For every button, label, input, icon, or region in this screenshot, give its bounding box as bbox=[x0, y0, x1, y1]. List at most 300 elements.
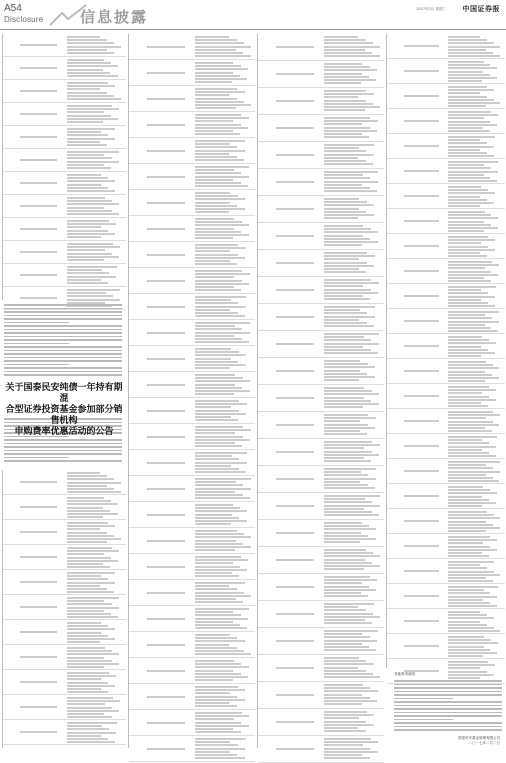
text-line bbox=[195, 676, 248, 678]
table-row bbox=[3, 103, 126, 126]
text-line bbox=[67, 256, 119, 258]
table-row bbox=[258, 628, 384, 655]
table-row bbox=[387, 409, 505, 434]
text-line bbox=[448, 39, 487, 41]
text-line bbox=[67, 184, 101, 186]
text-line bbox=[324, 201, 367, 203]
text-line bbox=[448, 521, 486, 523]
row-text-block bbox=[195, 374, 252, 396]
text-line bbox=[195, 192, 230, 194]
row-text-block bbox=[195, 686, 252, 708]
text-line bbox=[448, 392, 482, 394]
text-line bbox=[67, 660, 112, 662]
text-line bbox=[394, 712, 502, 714]
text-line bbox=[448, 130, 490, 132]
text-line bbox=[448, 489, 490, 491]
text-line bbox=[67, 62, 111, 64]
text-line bbox=[195, 562, 233, 564]
text-line bbox=[324, 349, 371, 351]
text-line bbox=[67, 213, 119, 215]
text-line bbox=[67, 269, 102, 271]
text-line bbox=[67, 497, 104, 499]
row-name-line bbox=[20, 606, 57, 608]
row-name-line bbox=[404, 70, 439, 72]
text-line bbox=[448, 439, 482, 441]
text-line bbox=[448, 511, 487, 513]
text-line bbox=[195, 686, 238, 688]
text-line bbox=[195, 198, 245, 200]
text-line bbox=[448, 205, 480, 207]
text-line bbox=[324, 268, 359, 270]
text-line bbox=[324, 649, 376, 651]
text-line bbox=[195, 491, 235, 493]
text-line bbox=[195, 644, 229, 646]
text-line bbox=[324, 285, 363, 287]
text-line bbox=[448, 524, 493, 526]
text-line bbox=[67, 259, 104, 261]
table-row bbox=[387, 384, 505, 409]
text-line bbox=[67, 75, 118, 77]
text-line bbox=[195, 276, 234, 278]
row-text-block bbox=[448, 261, 501, 283]
text-line bbox=[324, 319, 359, 321]
text-line bbox=[324, 562, 372, 564]
text-line bbox=[324, 204, 374, 206]
row-name-line bbox=[20, 251, 57, 253]
row-name-line bbox=[404, 370, 439, 372]
text-line bbox=[67, 563, 103, 565]
text-line bbox=[195, 410, 239, 412]
text-line bbox=[324, 144, 374, 146]
text-line bbox=[324, 295, 363, 297]
text-line bbox=[195, 101, 244, 103]
text-line bbox=[324, 643, 362, 645]
row-name-line bbox=[147, 72, 185, 74]
text-line bbox=[324, 163, 373, 165]
text-line bbox=[448, 364, 493, 366]
text-line bbox=[324, 606, 358, 608]
table-row bbox=[258, 115, 384, 142]
row-text-block bbox=[195, 504, 252, 526]
row-name-line bbox=[20, 159, 57, 161]
text-line bbox=[448, 342, 496, 344]
text-line bbox=[195, 702, 229, 704]
row-text-block bbox=[448, 611, 501, 633]
text-line bbox=[195, 647, 237, 649]
text-line bbox=[195, 289, 241, 291]
text-line bbox=[448, 386, 489, 388]
text-line bbox=[195, 52, 243, 54]
text-line bbox=[448, 164, 484, 166]
text-line bbox=[448, 277, 484, 279]
text-line bbox=[324, 252, 367, 254]
text-line bbox=[67, 557, 111, 559]
text-line bbox=[324, 306, 375, 308]
text-line bbox=[195, 429, 251, 431]
text-line bbox=[324, 684, 363, 686]
text-line bbox=[195, 182, 241, 184]
text-line bbox=[448, 171, 498, 173]
row-text-block bbox=[448, 486, 501, 508]
text-line bbox=[195, 205, 237, 207]
text-line bbox=[67, 82, 108, 84]
row-name-line bbox=[404, 495, 439, 497]
section-label-en: Disclosure bbox=[4, 15, 44, 24]
text-line bbox=[448, 474, 486, 476]
text-line bbox=[448, 492, 497, 494]
table-row bbox=[387, 84, 505, 109]
text-line bbox=[67, 697, 113, 699]
text-line bbox=[448, 561, 494, 563]
row-text-block bbox=[67, 243, 122, 262]
table-row bbox=[258, 304, 384, 331]
text-line bbox=[67, 666, 104, 668]
text-line bbox=[67, 488, 114, 490]
text-line bbox=[324, 309, 360, 311]
text-line bbox=[324, 387, 364, 389]
text-line bbox=[195, 514, 232, 516]
text-line bbox=[324, 265, 374, 267]
text-line bbox=[67, 46, 121, 48]
text-line bbox=[448, 461, 500, 463]
text-line bbox=[324, 298, 370, 300]
text-line bbox=[448, 346, 481, 348]
text-line bbox=[448, 96, 487, 98]
text-line bbox=[195, 68, 248, 70]
text-line bbox=[324, 619, 365, 621]
row-text-block bbox=[67, 197, 122, 216]
text-line bbox=[324, 757, 370, 759]
table-row bbox=[129, 606, 255, 632]
row-text-block bbox=[195, 36, 252, 58]
text-line bbox=[67, 230, 108, 232]
row-name-line bbox=[276, 478, 314, 480]
table-row bbox=[129, 86, 255, 112]
text-line bbox=[67, 547, 112, 549]
text-line bbox=[195, 234, 249, 236]
text-line bbox=[324, 414, 368, 416]
text-line bbox=[195, 328, 242, 330]
text-line bbox=[67, 472, 100, 474]
text-line bbox=[324, 646, 369, 648]
text-line bbox=[67, 722, 117, 724]
text-line bbox=[324, 700, 377, 702]
text-line bbox=[195, 660, 234, 662]
notice-title-line: 申购费率优惠活动的公告 bbox=[14, 427, 114, 437]
row-name-line bbox=[276, 505, 314, 507]
text-line bbox=[67, 72, 110, 74]
text-line bbox=[195, 705, 237, 707]
text-line bbox=[4, 311, 122, 313]
text-line bbox=[324, 217, 358, 219]
text-line bbox=[67, 134, 108, 136]
text-line bbox=[195, 640, 245, 642]
table-row bbox=[129, 138, 255, 164]
row-text-block bbox=[448, 386, 501, 408]
text-line bbox=[324, 46, 380, 48]
section-title: 信息披露 bbox=[80, 8, 149, 26]
text-line bbox=[67, 177, 108, 179]
text-line bbox=[448, 239, 495, 241]
text-line bbox=[324, 498, 365, 500]
text-line bbox=[324, 622, 372, 624]
text-line bbox=[324, 352, 378, 354]
text-line bbox=[4, 322, 69, 324]
text-line bbox=[195, 228, 234, 230]
text-line bbox=[448, 305, 495, 307]
text-line bbox=[67, 703, 105, 705]
text-line bbox=[324, 160, 366, 162]
text-line bbox=[324, 481, 360, 483]
text-line bbox=[448, 77, 497, 79]
text-line bbox=[195, 247, 246, 249]
text-line bbox=[67, 635, 108, 637]
text-line bbox=[67, 98, 121, 100]
text-line bbox=[324, 42, 373, 44]
text-line bbox=[195, 296, 246, 298]
row-text-block bbox=[67, 174, 122, 193]
table-row bbox=[129, 710, 255, 736]
text-line bbox=[324, 579, 377, 581]
text-line bbox=[67, 42, 114, 44]
text-line bbox=[67, 738, 108, 740]
text-line bbox=[195, 608, 249, 610]
text-line bbox=[324, 657, 359, 659]
text-line bbox=[195, 650, 244, 652]
text-line bbox=[324, 225, 363, 227]
table-row bbox=[387, 109, 505, 134]
text-line bbox=[448, 486, 483, 488]
row-text-block bbox=[448, 336, 501, 358]
text-line bbox=[195, 744, 238, 746]
row-name-line bbox=[276, 235, 314, 237]
text-line bbox=[67, 157, 112, 159]
text-line bbox=[324, 241, 378, 243]
row-text-block bbox=[195, 114, 252, 136]
text-line bbox=[448, 286, 496, 288]
text-line bbox=[195, 546, 251, 548]
text-line bbox=[448, 614, 487, 616]
text-line bbox=[195, 627, 247, 629]
row-text-block bbox=[195, 738, 252, 760]
text-line bbox=[324, 454, 379, 456]
text-line bbox=[324, 174, 363, 176]
text-line bbox=[67, 582, 115, 584]
text-line bbox=[195, 637, 237, 639]
row-name-line bbox=[20, 297, 57, 299]
row-name-line bbox=[147, 566, 185, 568]
row-text-block bbox=[195, 556, 252, 578]
table-row bbox=[258, 520, 384, 547]
row-text-block bbox=[67, 597, 122, 619]
text-line bbox=[448, 42, 494, 44]
text-line bbox=[195, 55, 251, 57]
table-row bbox=[258, 250, 384, 277]
text-line bbox=[448, 74, 490, 76]
text-line bbox=[67, 510, 110, 512]
table-row bbox=[387, 59, 505, 84]
table-row bbox=[129, 112, 255, 138]
text-line bbox=[448, 55, 500, 57]
row-name-line bbox=[147, 410, 185, 412]
text-line bbox=[67, 279, 101, 281]
notice-title-line: 合型证券投资基金参加部分销售机构 bbox=[5, 405, 123, 426]
text-line bbox=[67, 223, 116, 225]
text-line bbox=[195, 569, 247, 571]
text-line bbox=[448, 227, 498, 229]
text-line bbox=[448, 396, 489, 398]
text-line bbox=[324, 555, 380, 557]
text-line bbox=[67, 276, 116, 278]
text-line bbox=[195, 481, 236, 483]
table-row bbox=[3, 218, 126, 241]
text-line bbox=[195, 237, 233, 239]
row-text-block bbox=[67, 151, 122, 170]
text-line bbox=[67, 685, 115, 687]
text-line bbox=[324, 55, 380, 57]
text-line bbox=[67, 187, 108, 189]
text-line bbox=[324, 238, 370, 240]
text-line bbox=[195, 322, 250, 324]
text-line bbox=[324, 376, 375, 378]
text-line bbox=[195, 143, 230, 145]
notice-title-line: 关于国泰民安纯债一年持有期混 bbox=[5, 383, 123, 404]
row-name-line bbox=[147, 124, 185, 126]
text-line bbox=[448, 630, 500, 632]
row-name-line bbox=[20, 681, 57, 683]
text-line bbox=[195, 436, 243, 438]
table-row bbox=[258, 196, 384, 223]
table-row bbox=[129, 216, 255, 242]
table-row bbox=[258, 385, 384, 412]
row-name-line bbox=[276, 586, 314, 588]
text-line bbox=[195, 250, 230, 252]
text-line bbox=[448, 352, 495, 354]
text-line bbox=[324, 157, 358, 159]
text-line bbox=[448, 155, 494, 157]
table-row bbox=[387, 209, 505, 234]
text-line bbox=[195, 130, 233, 132]
text-line bbox=[448, 296, 495, 298]
text-line bbox=[324, 603, 374, 605]
text-line bbox=[195, 458, 239, 460]
table-row bbox=[387, 134, 505, 159]
text-line bbox=[324, 420, 360, 422]
text-line bbox=[4, 325, 122, 327]
text-line bbox=[324, 741, 378, 743]
text-line bbox=[448, 189, 488, 191]
text-line bbox=[4, 450, 122, 452]
text-line bbox=[324, 379, 359, 381]
text-line bbox=[448, 89, 494, 91]
text-line bbox=[195, 332, 250, 334]
row-name-line bbox=[147, 644, 185, 646]
row-text-block bbox=[67, 622, 122, 644]
row-text-block bbox=[324, 36, 381, 58]
text-line bbox=[324, 69, 377, 71]
text-line bbox=[448, 105, 486, 107]
text-line bbox=[4, 367, 122, 369]
table-row bbox=[129, 398, 255, 424]
text-line bbox=[448, 64, 490, 66]
text-line bbox=[67, 707, 112, 709]
text-line bbox=[448, 102, 500, 104]
signature-date: 二〇一七年二月二日 bbox=[468, 741, 500, 745]
text-line bbox=[324, 738, 371, 740]
text-line bbox=[195, 725, 249, 727]
text-line bbox=[195, 104, 251, 106]
text-line bbox=[195, 722, 241, 724]
row-name-line bbox=[147, 618, 185, 620]
row-name-line bbox=[276, 289, 314, 291]
text-line bbox=[195, 520, 247, 522]
row-text-block bbox=[448, 86, 501, 108]
text-line bbox=[195, 540, 236, 542]
table-row bbox=[387, 584, 505, 609]
text-line bbox=[324, 52, 372, 54]
table-row bbox=[387, 559, 505, 584]
text-line bbox=[67, 111, 104, 113]
text-line bbox=[324, 150, 366, 152]
row-name-line bbox=[276, 451, 314, 453]
row-text-block bbox=[448, 236, 501, 258]
row-name-line bbox=[20, 274, 57, 276]
text-line bbox=[195, 166, 249, 168]
text-line bbox=[448, 361, 486, 363]
text-line bbox=[195, 403, 247, 405]
text-line bbox=[195, 585, 229, 587]
row-name-line bbox=[147, 540, 185, 542]
text-line bbox=[67, 532, 107, 534]
row-text-block bbox=[67, 266, 122, 285]
row-name-line bbox=[404, 570, 439, 572]
row-name-line bbox=[147, 514, 185, 516]
text-line bbox=[195, 302, 238, 304]
row-name-line bbox=[20, 506, 57, 508]
text-line bbox=[195, 150, 245, 152]
text-line bbox=[448, 377, 499, 379]
text-line bbox=[195, 757, 245, 759]
row-name-line bbox=[404, 595, 439, 597]
text-line bbox=[67, 144, 107, 146]
text-line bbox=[448, 261, 492, 263]
text-line bbox=[195, 348, 231, 350]
text-line bbox=[448, 549, 497, 551]
text-line bbox=[448, 92, 480, 94]
text-line bbox=[195, 325, 235, 327]
text-line bbox=[195, 715, 249, 717]
text-line bbox=[195, 432, 235, 434]
text-line bbox=[67, 535, 114, 537]
text-line bbox=[195, 36, 229, 38]
text-line bbox=[195, 517, 239, 519]
text-line bbox=[324, 397, 364, 399]
row-name-line bbox=[147, 722, 185, 724]
row-name-line bbox=[147, 488, 185, 490]
text-line bbox=[448, 427, 485, 429]
row-name-line bbox=[404, 295, 439, 297]
table-row bbox=[129, 372, 255, 398]
row-name-line bbox=[276, 46, 314, 48]
text-line bbox=[394, 708, 502, 710]
text-line bbox=[67, 541, 107, 543]
table-row bbox=[129, 242, 255, 268]
text-line bbox=[195, 556, 241, 558]
text-line bbox=[195, 153, 229, 155]
text-line bbox=[195, 273, 250, 275]
text-line bbox=[195, 195, 238, 197]
text-line bbox=[324, 613, 373, 615]
